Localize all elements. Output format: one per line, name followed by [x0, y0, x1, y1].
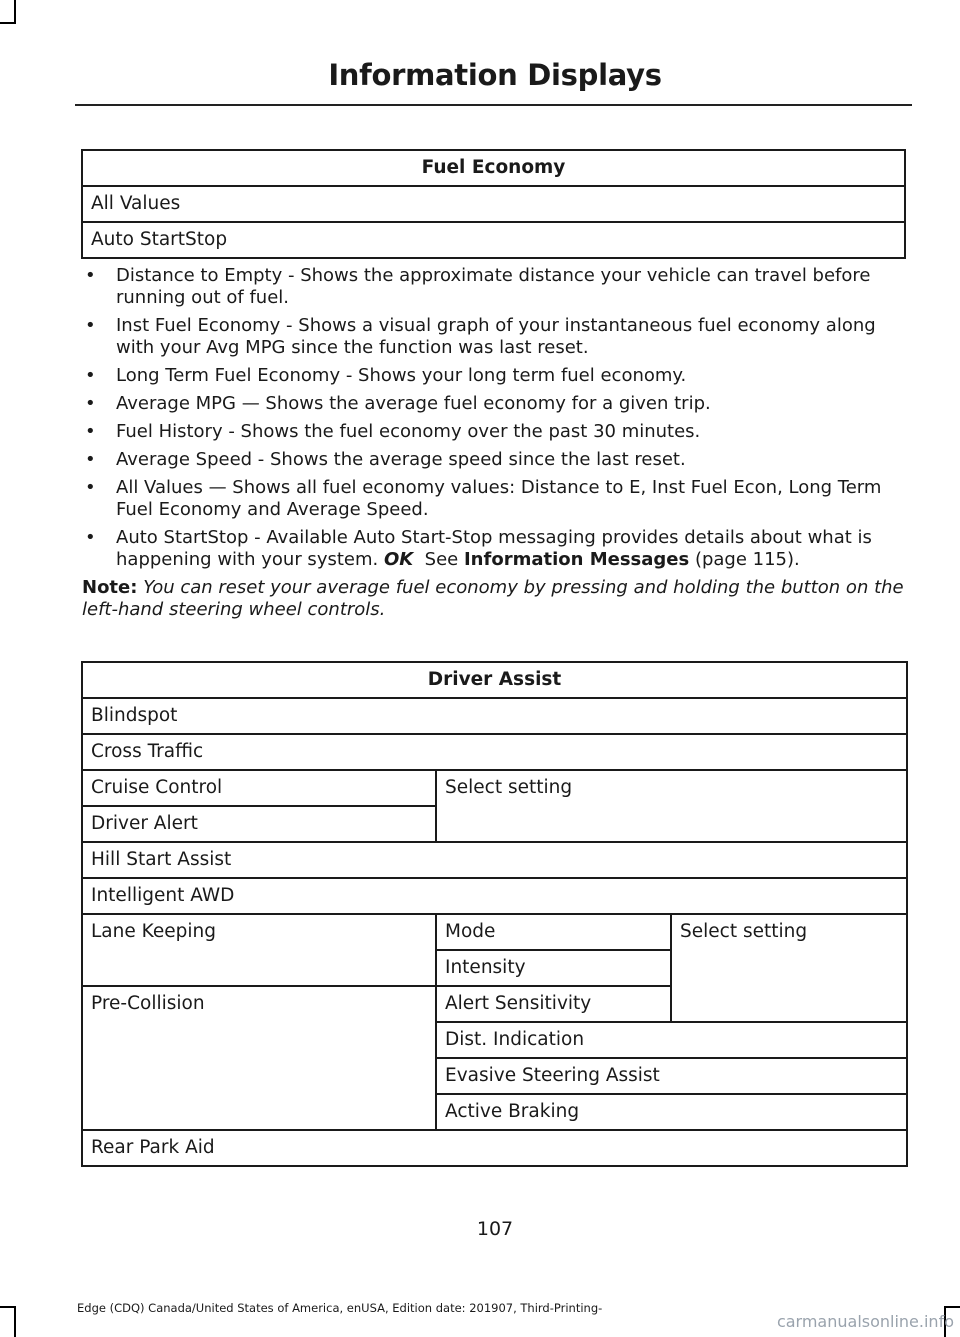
- driver-assist-table-title: Driver Assist: [82, 662, 907, 698]
- table-cell: Dist. Indication: [436, 1022, 907, 1058]
- table-cell: Active Braking: [436, 1094, 907, 1130]
- bullet-dot: •: [85, 527, 96, 548]
- list-item-text: All Values — Shows all fuel economy values: Distance to E, Inst Fuel Econ, Long Term Fuel Economy and Average Speed.: [116, 477, 882, 520]
- list-item: [82, 265, 908, 309]
- list-item: [82, 421, 908, 443]
- table-cell: Select setting: [436, 770, 907, 842]
- table-cell: Evasive Steering Assist: [436, 1058, 907, 1094]
- table-cell: Cross Traffic: [82, 734, 907, 770]
- bullet-dot: •: [85, 477, 96, 498]
- bullet-dot: •: [85, 265, 96, 286]
- list-item-text: Fuel History - Shows the fuel economy over the past 30 minutes.: [116, 421, 701, 442]
- fuel-economy-table: [81, 149, 906, 259]
- information-messages-link[interactable]: Information Messages: [463, 549, 690, 570]
- list-item: [82, 527, 908, 571]
- list-item: [82, 393, 908, 415]
- bullet-list: [82, 265, 908, 577]
- table-cell: Select setting: [671, 914, 907, 1022]
- page-reference: (page 115).: [694, 549, 800, 570]
- page-number: 107: [476, 1218, 514, 1240]
- table-cell: Pre-Collision: [82, 986, 436, 1130]
- table-cell: Intensity: [436, 950, 671, 986]
- table-cell: Hill Start Assist: [82, 842, 907, 878]
- list-item-text: Long Term Fuel Economy - Shows your long term fuel economy.: [116, 365, 687, 386]
- bullet-dot: •: [85, 315, 96, 336]
- page-title: Information Displays: [328, 58, 662, 92]
- ok-label: OK: [383, 549, 414, 570]
- bullet-dot: •: [85, 421, 96, 442]
- driver-assist-table: [81, 661, 908, 1167]
- watermark: carmanualsonline.info: [776, 1312, 954, 1331]
- table-row: Auto StartStop: [82, 222, 905, 258]
- list-item-text: Inst Fuel Economy - Shows a visual graph of your instantaneous fuel economy along with your Avg MPG since the function was last reset.: [116, 315, 876, 358]
- footer-text: Edge (CDQ) Canada/United States of America, enUSA, Edition date: 201907, Third-Printing-: [77, 1301, 603, 1315]
- see-text: See: [424, 549, 459, 570]
- note-paragraph: [82, 577, 908, 621]
- bullet-dot: •: [85, 365, 96, 386]
- crop-mark: [0, 1306, 16, 1308]
- list-item-text: Average MPG — Shows the average fuel economy for a given trip.: [116, 393, 711, 414]
- list-item: [82, 449, 908, 471]
- list-item: [82, 315, 908, 359]
- table-cell: Driver Alert: [82, 806, 436, 842]
- note-text: You can reset your average fuel economy by pressing and holding the button on the left-hand steering wheel controls.: [82, 577, 904, 620]
- note-label: Note:: [82, 577, 138, 598]
- crop-mark: [14, 1306, 16, 1337]
- table-cell: Alert Sensitivity: [436, 986, 671, 1022]
- header-rule: [75, 104, 912, 106]
- table-cell: Blindspot: [82, 698, 907, 734]
- table-cell: Rear Park Aid: [82, 1130, 907, 1166]
- table-cell: Cruise Control: [82, 770, 436, 806]
- table-row: All Values: [82, 186, 905, 222]
- bullet-dot: •: [85, 449, 96, 470]
- fuel-economy-table-title: Fuel Economy: [82, 150, 905, 186]
- list-item: [82, 365, 908, 387]
- list-item-text: Average Speed - Shows the average speed since the last reset.: [116, 449, 686, 470]
- crop-mark: [944, 1306, 960, 1308]
- list-item: [82, 477, 908, 521]
- crop-mark: [14, 0, 16, 22]
- table-cell: Lane Keeping: [82, 914, 436, 986]
- crop-mark: [0, 22, 16, 24]
- table-cell: Intelligent AWD: [82, 878, 907, 914]
- table-cell: Mode: [436, 914, 671, 950]
- list-item-text: Auto StartStop - Available Auto Start-Stop messaging provides details about what is happening with your system.: [116, 527, 872, 570]
- list-item-text: Distance to Empty - Shows the approximate distance your vehicle can travel before running out of fuel.: [116, 265, 871, 308]
- bullet-dot: •: [85, 393, 96, 414]
